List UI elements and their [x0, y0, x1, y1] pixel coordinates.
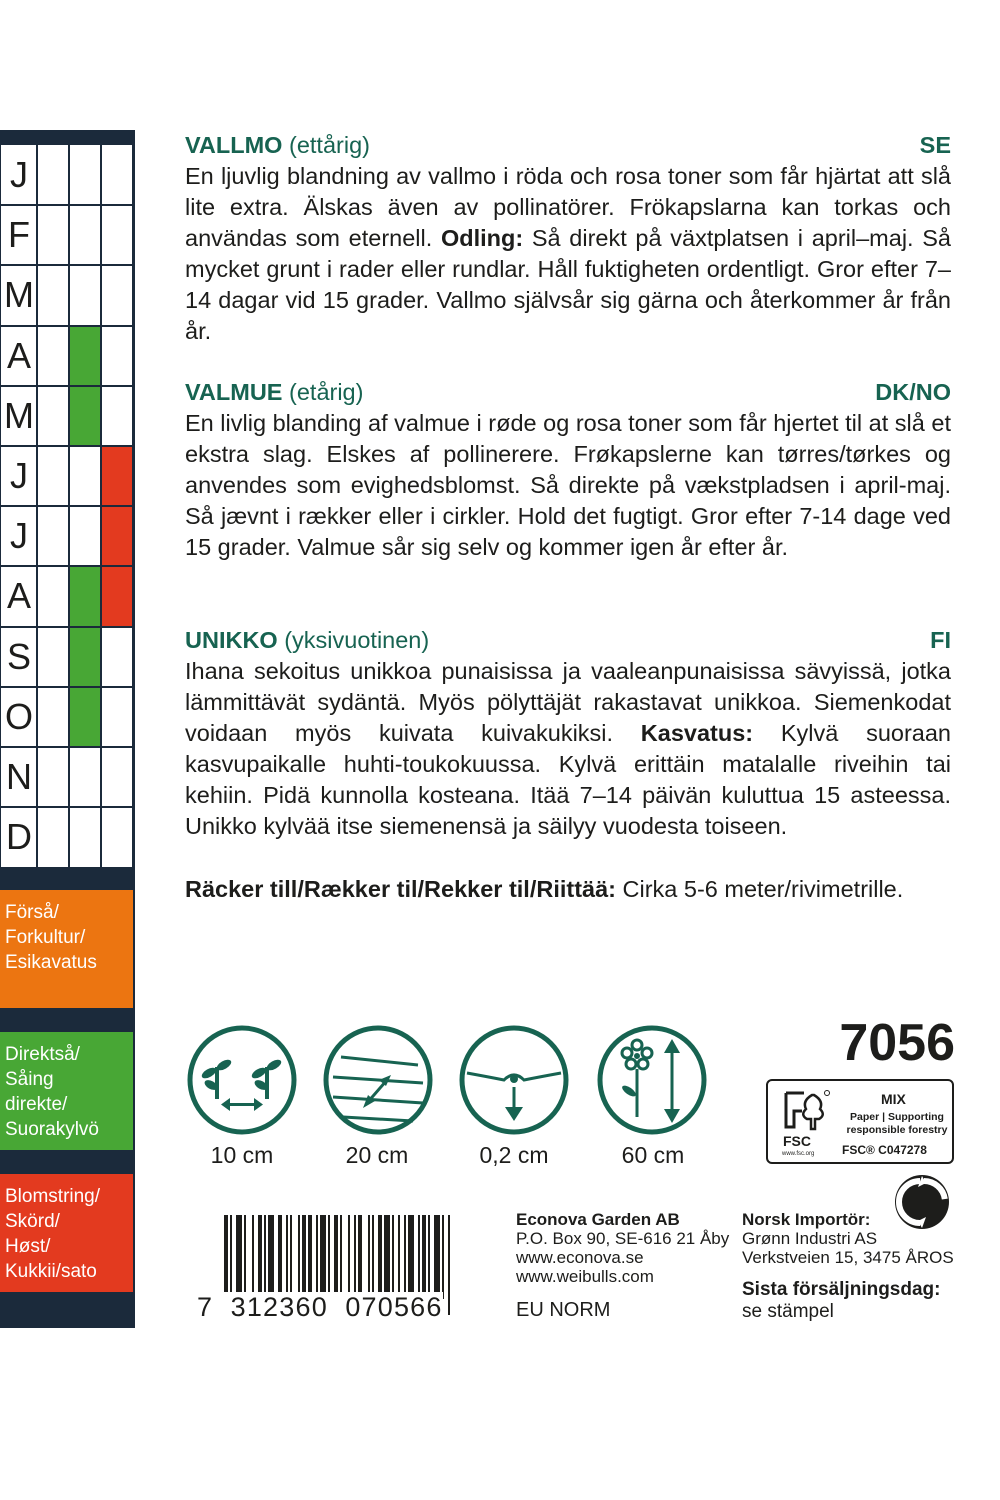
- last-sale-title: Sista försäljningsdag:: [742, 1279, 941, 1300]
- barcode-bar: [408, 1215, 414, 1299]
- row-spacing-label: 20 cm: [345, 1142, 409, 1168]
- month-row: [1, 326, 132, 386]
- fsc-mix: MIX: [881, 1091, 906, 1107]
- plant-height-icon: [597, 1025, 707, 1135]
- month-letter: A: [6, 334, 31, 376]
- month-row: [1, 145, 132, 205]
- barcode-bar: [404, 1215, 406, 1299]
- section-dk-no: [185, 377, 951, 563]
- barcode-bar: [308, 1215, 312, 1299]
- month-letter: J: [10, 515, 28, 557]
- barcode-bar: [358, 1215, 362, 1299]
- barcode-bar: [428, 1215, 430, 1299]
- company-name: Econova Garden AB: [516, 1210, 680, 1229]
- fsc-wordmark: FSC: [783, 1133, 811, 1149]
- barcode-bar: [264, 1215, 266, 1299]
- calendar-cell-sow-direct: [69, 326, 100, 386]
- barcode-bar: [334, 1215, 338, 1299]
- month-grid: [1, 145, 132, 867]
- barcode-bar: [354, 1215, 356, 1299]
- month-letter: A: [6, 575, 31, 617]
- barcode-bar: [422, 1215, 426, 1299]
- month-row: [1, 205, 132, 265]
- plant-height-label: 60 cm: [621, 1142, 685, 1168]
- variety-subtitle: (etårig): [289, 379, 364, 405]
- barcode-bar: [368, 1215, 370, 1299]
- section-fi: [185, 625, 951, 842]
- barcode-bar: [320, 1215, 326, 1299]
- fsc-code: FSC® C047278: [842, 1143, 927, 1157]
- variety-name: VALLMO: [185, 132, 283, 158]
- fsc-description: Paper | Supporting responsible forestry: [846, 1111, 948, 1136]
- plant-spacing-icon: [187, 1025, 297, 1135]
- grid-line: [1, 385, 132, 387]
- barcode-bar: [434, 1215, 440, 1299]
- language-code: DK/NO: [875, 379, 951, 405]
- last-sale-date: [742, 1279, 940, 1323]
- yield-info: [185, 874, 903, 905]
- section-heading: [185, 377, 951, 408]
- month-row: [1, 807, 132, 867]
- barcode-bar: [316, 1215, 318, 1299]
- section-body: En livlig blanding af valmue i røde og rosa toner som får hjertet til at slå et ekstra slag. Elskes af pollinerere. Frøkapslerne kan tørres/tørkes og anvendes som evighedsblomst. Så direkte på vækstpladsen i april-maj. Så jævnt i rækker eller i cirkler. Hold det fugtigt. Gror efter 7-14 dage ved 15 grader. Valmue sår sig selv og kommer igen år efter år.: [185, 410, 951, 560]
- grid-line: [1, 626, 132, 628]
- eu-norm: EU NORM: [516, 1299, 611, 1321]
- month-row: [1, 687, 132, 747]
- month-row: [1, 386, 132, 446]
- barcode-bar: [442, 1215, 444, 1299]
- month-letter: M: [4, 274, 34, 316]
- calendar-cell-sow-direct: [69, 386, 100, 446]
- legend-sow-indoor: Förså/ Forkultur/ Esikavatus: [0, 890, 133, 1008]
- calendar-cell-sow-direct: [69, 687, 100, 747]
- barcode-bar: [268, 1215, 274, 1299]
- yield-value: Cirka 5-6 meter/rivimetrille.: [616, 876, 904, 902]
- section-body: En ljuvlig blandning av vallmo i röda och rosa toner som får hjärtat att slå lite extra. Älskas även av pollinatörer. Frökapslarna kan torkas och användas som eternell. Odling: Så direkt på växtplatsen i april–maj. Så mycket grunt i rader eller rundlar. Håll fuktigheten ordentligt. Gror efter 7–14 dagar vid 15 grader. Vallmo självsår sig gärna och återkommer år från år.: [185, 163, 951, 344]
- fsc-url: www.fsc.org: [782, 1151, 815, 1157]
- barcode-bar: [348, 1215, 350, 1299]
- calendar-cell-sow-direct: [69, 627, 100, 687]
- grid-line: [1, 686, 132, 688]
- section-heading: [185, 625, 951, 656]
- sowing-depth-icon: [459, 1025, 569, 1135]
- barcode-bar: [244, 1215, 246, 1299]
- yield-label: Räcker till/Rækker til/Rekker til/Riittää:: [185, 876, 617, 902]
- month-row: [1, 627, 132, 687]
- month-letter: J: [10, 154, 28, 195]
- barcode-bar: [378, 1215, 382, 1299]
- row-spacing-icon: [323, 1025, 433, 1135]
- month-letter: N: [6, 756, 32, 797]
- month-row: [1, 265, 132, 325]
- barcode-bar: [290, 1215, 292, 1299]
- grid-line: [1, 565, 132, 567]
- grid-line: [1, 204, 132, 206]
- calendar-cell-bloom: [101, 446, 132, 506]
- month-row: [1, 446, 132, 506]
- variety-name: UNIKKO: [185, 627, 278, 653]
- last-sale-value: se stämpel: [742, 1301, 834, 1322]
- calendar-cell-bloom: [101, 506, 132, 566]
- barcode-bar: [302, 1215, 306, 1299]
- month-row: [1, 566, 132, 626]
- barcode-bar: [328, 1215, 330, 1299]
- section-heading: [185, 130, 951, 161]
- barcode-bar: [286, 1215, 288, 1299]
- language-code: FI: [930, 627, 951, 653]
- month-letter: S: [6, 635, 31, 677]
- barcode-bar: [372, 1215, 374, 1299]
- variety-name: VALMUE: [185, 379, 283, 405]
- barcode-bar: [258, 1215, 262, 1299]
- importer-title: Norsk Importör:: [742, 1210, 871, 1229]
- calendar-cell-sow-direct: [69, 566, 100, 626]
- legend-sow-direct: Direktså/ Såing direkte/ Suorakylvö: [0, 1032, 133, 1150]
- barcode-bar: [236, 1215, 242, 1299]
- grid-line: [1, 746, 132, 748]
- grid-line: [1, 806, 132, 808]
- month-row: [1, 747, 132, 807]
- barcode-bar: [392, 1215, 394, 1299]
- month-letter: F: [8, 214, 30, 256]
- variety-subtitle: (ettårig): [289, 132, 370, 158]
- section-se: [185, 130, 951, 347]
- grid-line: [1, 445, 132, 447]
- barcode-bar: [252, 1215, 254, 1299]
- barcode-number: 7 312360 070566: [197, 1292, 443, 1322]
- legend-bloom: Blomstring/ Skörd/ Høst/ Kukkii/sato: [0, 1174, 133, 1292]
- barcode-bar: [340, 1215, 342, 1299]
- grid-line: [1, 325, 132, 327]
- month-letter: J: [10, 455, 28, 496]
- grid-line: [1, 264, 132, 266]
- fsc-tree-icon: [780, 1087, 832, 1133]
- section-body: Ihana sekoitus unikkoa punaisissa ja vaaleanpunaisissa sävyissä, jotka lämmittävät sydäntä. Myös pölyttäjät rakastavat unikkoa. Siemenkodat voidaan myös kuivata kuivakukiksi. Kasvatus: Kylvä suoraan kasvupaikalle huhti-toukokuussa. Kylvä erittäin matalalle riveihin tai kehiin. Pidä kunnolla kosteana. Itää 7–14 päivän kuluttua 15 asteessa. Unikko kylvää itse siemenensä ja säilyy vuodesta toiseen.: [185, 658, 951, 839]
- barcode-bar: [298, 1215, 300, 1299]
- calendar-cell-bloom: [101, 566, 132, 626]
- month-letter: D: [6, 816, 32, 858]
- barcode-bar: [398, 1215, 400, 1299]
- month-letter: M: [4, 394, 34, 436]
- barcode-bar: [278, 1215, 282, 1299]
- month-letter: O: [4, 695, 33, 737]
- sowing-depth-label: 0,2 cm: [479, 1142, 549, 1168]
- article-number: 7056: [839, 1014, 955, 1072]
- importer-address: Norsk Importör: Grønn Industri AS Verkstveien 15, 3475 ÅROS: [742, 1210, 954, 1267]
- plant-spacing-label: 10 cm: [210, 1142, 274, 1168]
- barcode-bar: [418, 1215, 420, 1299]
- barcode-bar: [448, 1215, 450, 1315]
- barcode-bar: [384, 1215, 390, 1299]
- month-row: [1, 506, 132, 566]
- fsc-label: [766, 1079, 954, 1164]
- grid-line: [1, 505, 132, 507]
- company-address: Econova Garden AB P.O. Box 90, SE-616 21 Åby www.econova.se www.weibulls.com: [516, 1210, 730, 1286]
- variety-subtitle: (yksivuotinen): [284, 627, 430, 653]
- language-code: SE: [919, 132, 951, 158]
